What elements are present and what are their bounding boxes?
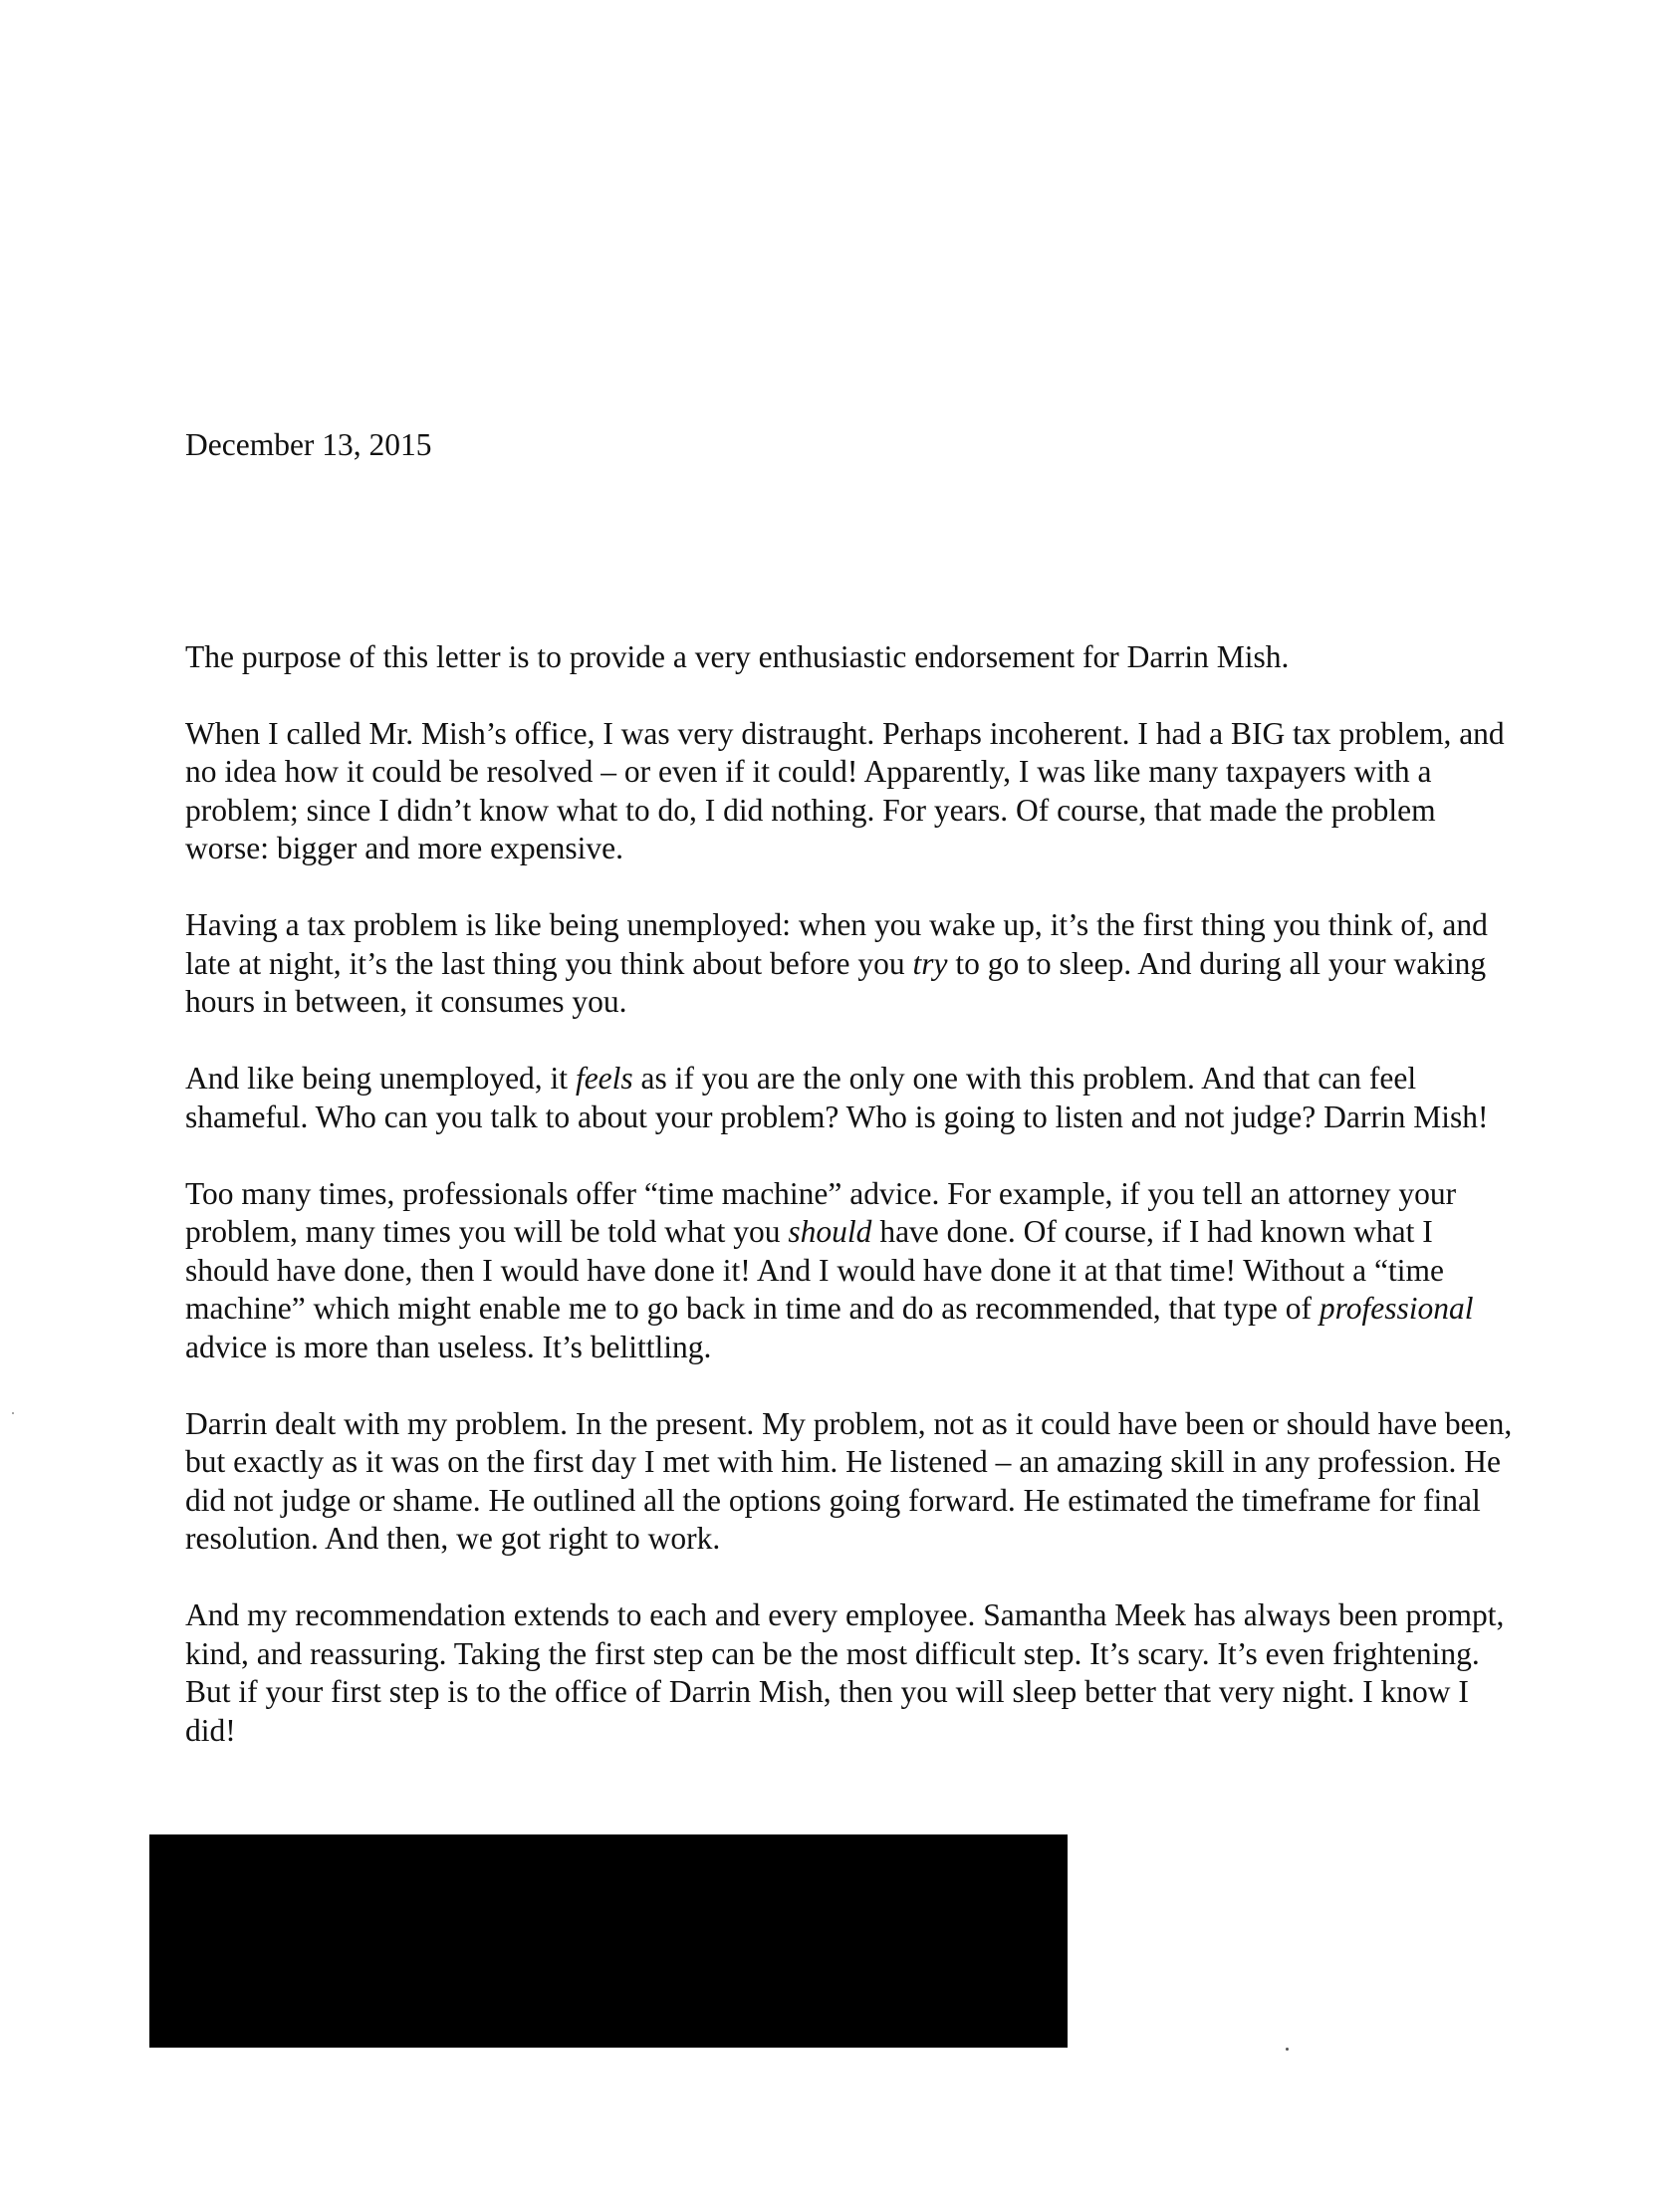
redacted-signature-block (149, 1834, 1068, 2048)
paragraph-text: as if you are the only one with this problem. And that can feel shameful. Who can you talk to about your problem? Who is going to listen and not judge? Darrin Mish! (185, 1061, 1489, 1134)
paragraph-tax-problem (185, 906, 1520, 1022)
paragraph-text: have done. Of course, if I had known what I should have done, then I would have done it! And I would have done it at that time! Without a “time machine” which might enable me to go back in time and do as recommended, that type of (185, 1214, 1444, 1326)
letter-body (185, 426, 1520, 1789)
emphasis-text: try (912, 945, 948, 981)
paragraph-text: Too many times, professionals offer “time machine” advice. For example, if you tell an attorney your problem, many times you will be told what you (185, 1175, 1457, 1249)
paragraph-shame (185, 1060, 1520, 1136)
emphasis-text: should (788, 1214, 872, 1249)
paragraph-text: Having a tax problem is like being unemployed: when you wake up, it’s the first thing you think of, and late at night, it’s the last thing you think about before you (185, 907, 1488, 981)
scan-speck (1286, 2048, 1289, 2051)
emphasis-text: feels (575, 1061, 633, 1096)
letter-date: December 13, 2015 (185, 427, 432, 462)
scan-speck (12, 1412, 14, 1414)
paragraph-darrin-dealt: Darrin dealt with my problem. In the present. My problem, not as it could have been or should have been, but exactly as it was on the first day I met with him. He listened – an amazing skill in any profession. He did not judge or shame. He outlined all the options going forward. He estimated the timeframe for final resolution. And then, we got right to work. (185, 1405, 1513, 1556)
paragraph-recommendation: And my recommendation extends to each and every employee. Samantha Meek has always been prompt, kind, and reassuring. Taking the first step can be the most difficult step. It’s scary. It’s even frightening. But if your first step is to the office of Darrin Mish, then you will sleep better that very night. I know I did! (185, 1597, 1505, 1748)
paragraph-text: And like being unemployed, it (185, 1061, 576, 1096)
emphasis-text: professional (1319, 1291, 1474, 1326)
paragraph-first-call: When I called Mr. Mish’s office, I was very distraught. Perhaps incoherent. I had a BIG tax problem, and no idea how it could be resolved – or even if it could! Apparently, I was like many taxpayers with a problem; since I didn’t know what to do, I did nothing. For years. Of course, that made the problem worse: bigger and more expensive. (185, 715, 1505, 865)
paragraph-text: advice is more than useless. It’s belittling. (185, 1329, 712, 1364)
paragraph-text: to go to sleep. And during all your waking hours in between, it consumes you. (185, 945, 1487, 1019)
paragraph-time-machine (185, 1175, 1520, 1367)
paragraph-purpose: The purpose of this letter is to provide a very enthusiastic endorsement for Darrin Mish. (185, 638, 1290, 674)
